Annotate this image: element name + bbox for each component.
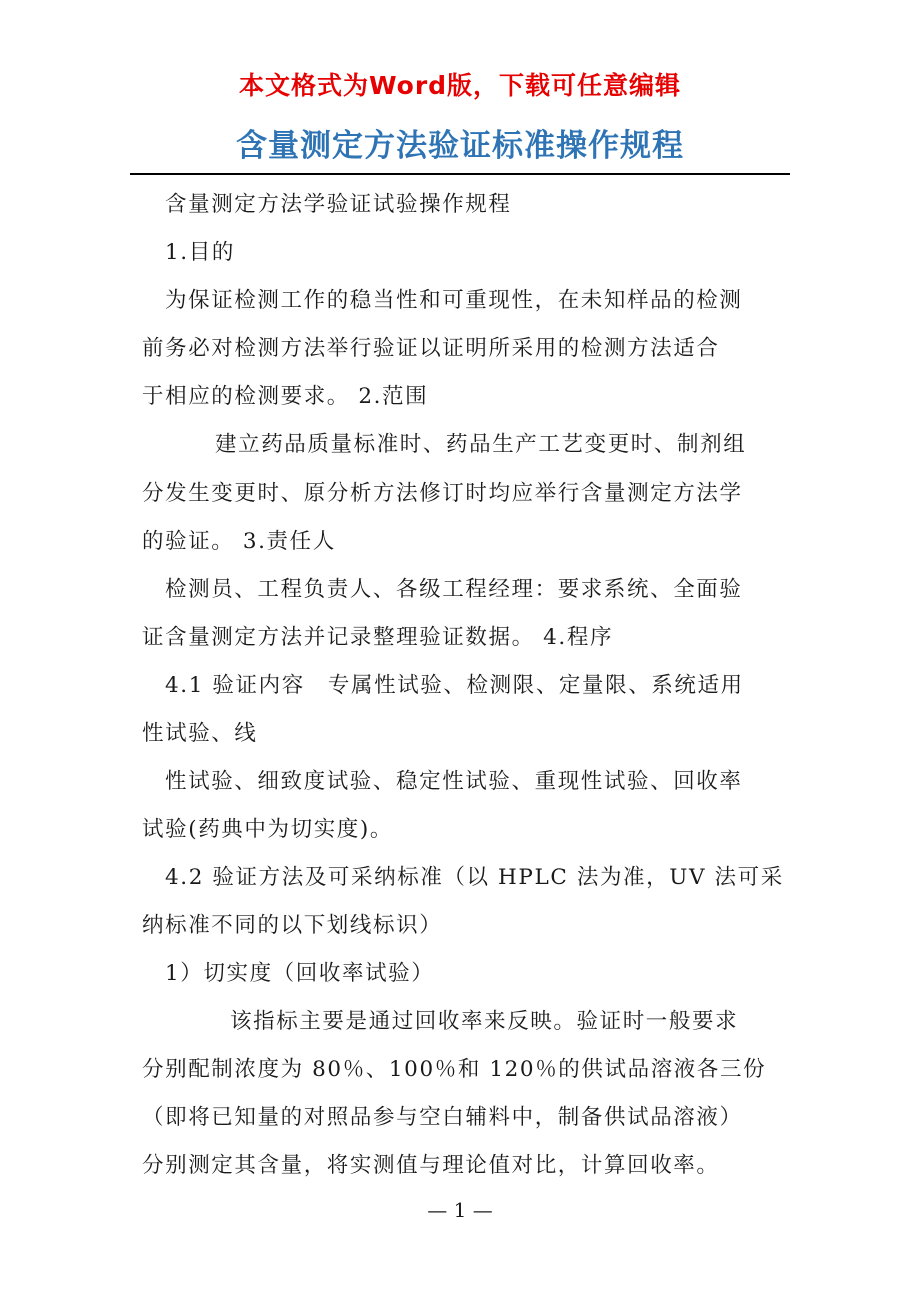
paragraph-line: 试验(药典中为切实度)。 [142,817,393,842]
paragraph-line: 检测员、工程负责人、各级工程经理：要求系统、全面验 [165,577,743,602]
paragraph-line: 的验证。 3.责任人 [142,529,336,554]
paragraph-line: （即将已知量的对照品参与空白辅料中，制备供试品溶液） [142,1105,743,1130]
paragraph-line: 分发生变更时、原分析方法修订时均应举行含量测定方法学 [142,481,743,506]
paragraph-line: 该指标主要是通过回收率来反映。验证时一般要求 [230,1009,739,1034]
subtitle-line: 含量测定方法学验证试验操作规程 [165,192,512,217]
paragraph-line: 纳标准不同的以下划线标识） [142,913,443,938]
paragraph-line: 建立药品质量标准时、药品生产工艺变更时、制剂组 [215,432,747,457]
paragraph-line: 为保证检测工作的稳当性和可重现性，在未知样品的检测 [165,288,743,313]
paragraph-line: 证含量测定方法并记录整理验证数据。 4.程序 [142,625,614,650]
paragraph-line: 前务必对检测方法举行验证以证明所采用的检测方法适合 [142,336,720,361]
header-divider [130,173,790,175]
paragraph-line: 性试验、线 [142,721,258,746]
section-heading: 1）切实度（回收率试验） [165,961,435,986]
paragraph-line: 性试验、细致度试验、稳定性试验、重现性试验、回收率 [165,769,743,794]
section-heading: 1.目的 [165,240,235,265]
paragraph-line: 分别测定其含量，将实测值与理论值对比，计算回收率。 [142,1153,720,1178]
paragraph-line: 4.1 验证内容 专属性试验、检测限、定量限、系统适用 [165,673,744,698]
format-banner: 本文格式为Word版，下载可任意编辑 [238,71,682,100]
page-number: — 1 — [427,1198,493,1222]
paragraph-line: 4.2 验证方法及可采纳标准（以 HPLC 法为准，UV 法可采 [165,865,784,890]
document-title: 含量测定方法验证标准操作规程 [236,128,684,164]
paragraph-line: 于相应的检测要求。 2.范围 [142,384,429,409]
paragraph-line: 分别配制浓度为 80％、100％和 120％的供试品溶液各三份 [142,1057,767,1082]
